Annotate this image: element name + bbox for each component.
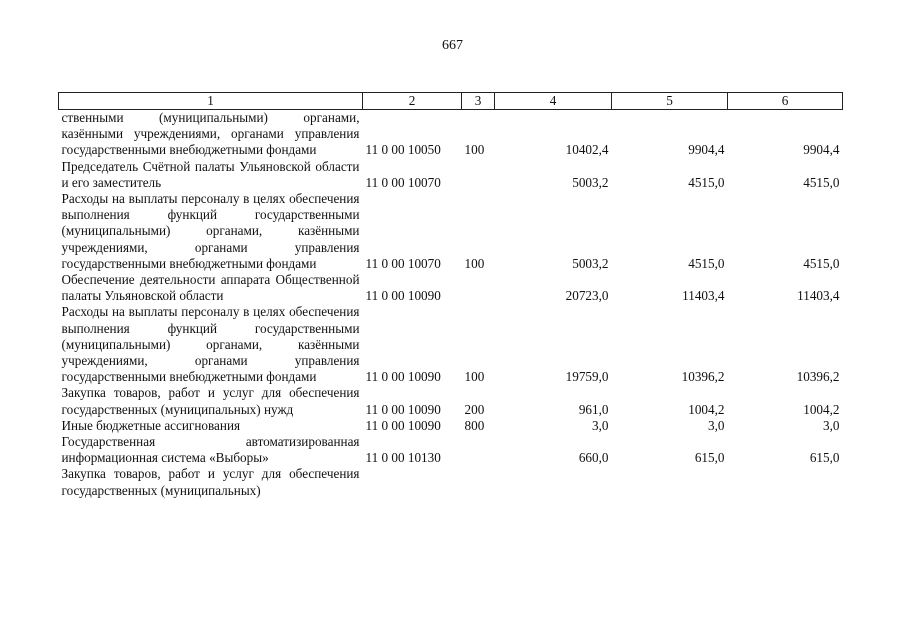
row-value-4: 961,0 <box>578 401 609 417</box>
row-name: Закупка товаров, работ и услуг для обеспечения государственных (муниципальных) <box>61 466 360 498</box>
row-value-4: 660,0 <box>578 450 609 466</box>
row-value-6: 1004,2 <box>803 401 840 417</box>
row-value-6: 615,0 <box>809 450 840 466</box>
row-expense-type: 100 <box>464 255 485 271</box>
table-row <box>59 385 843 417</box>
row-code: 11 0 00 10050 <box>365 142 441 158</box>
row-code: 11 0 00 10090 <box>365 417 441 433</box>
row-name: ственными (муниципальными) органами, казёнными учреждениями, органами управления государственными внебюджетными фондами <box>61 110 360 158</box>
row-value-4 <box>495 466 612 498</box>
table-row <box>59 191 843 272</box>
column-header-4: 4 <box>495 93 612 110</box>
row-value-6: 11403,4 <box>797 288 840 304</box>
row-code: 11 0 00 10090 <box>365 369 441 385</box>
column-header-6: 6 <box>728 93 843 110</box>
row-value-4: 10402,4 <box>565 142 609 158</box>
table-row <box>59 418 843 434</box>
row-value-5: 1004,2 <box>688 401 725 417</box>
row-value-4: 19759,0 <box>565 369 609 385</box>
row-value-6: 4515,0 <box>803 255 840 271</box>
row-code <box>363 466 462 498</box>
row-value-6: 9904,4 <box>803 142 840 158</box>
row-expense-type: 100 <box>464 142 485 158</box>
row-value-6: 10396,2 <box>796 369 840 385</box>
table-row <box>59 110 843 159</box>
row-value-5: 4515,0 <box>688 255 725 271</box>
row-value-4: 5003,2 <box>572 255 609 271</box>
header-row <box>59 93 843 110</box>
column-header-3: 3 <box>462 93 495 110</box>
row-value-6: 3,0 <box>823 417 840 433</box>
row-code: 11 0 00 10130 <box>365 450 441 466</box>
row-value-5: 11403,4 <box>682 288 725 304</box>
row-value-4: 3,0 <box>592 417 609 433</box>
row-expense-type <box>462 466 495 498</box>
row-value-6: 4515,0 <box>803 174 840 190</box>
row-name: Иные бюджетные ассигнования <box>61 417 241 433</box>
row-code: 11 0 00 10090 <box>365 401 441 417</box>
column-header-1: 1 <box>59 93 363 110</box>
table-row <box>59 304 843 385</box>
row-code: 11 0 00 10090 <box>365 288 441 304</box>
row-value-5: 9904,4 <box>688 142 725 158</box>
row-name: Председатель Счётной палаты Ульяновской области и его заместитель <box>61 158 360 190</box>
row-expense-type <box>462 272 495 304</box>
page-number: 667 <box>442 38 463 53</box>
row-value-5: 4515,0 <box>688 174 725 190</box>
row-code: 11 0 00 10070 <box>365 174 441 190</box>
row-expense-type: 800 <box>464 417 485 433</box>
budget-table <box>58 92 843 499</box>
row-expense-type: 200 <box>464 401 485 417</box>
row-expense-type <box>462 434 495 466</box>
row-name: Расходы на выплаты персоналу в целях обеспечения выполнения функций государственными (муниципальными) органами, казёнными учреждениями, органами управления государственными внебюджетными фондами <box>61 191 360 271</box>
row-value-6 <box>728 466 843 498</box>
row-name: Обеспечение деятельности аппарата Общественной палаты Ульяновской области <box>61 272 360 304</box>
row-value-4: 5003,2 <box>572 174 609 190</box>
row-value-5 <box>612 466 728 498</box>
table-row <box>59 434 843 466</box>
row-expense-type <box>462 159 495 191</box>
row-name: Расходы на выплаты персоналу в целях обеспечения выполнения функций государственными (муниципальными) органами, казёнными учреждениями, органами управления государственными внебюджетными фондами <box>61 304 360 385</box>
row-value-4: 20723,0 <box>565 288 609 304</box>
table-row <box>59 159 843 191</box>
row-value-5: 10396,2 <box>681 369 725 385</box>
row-value-5: 615,0 <box>694 450 725 466</box>
row-code: 11 0 00 10070 <box>365 255 441 271</box>
column-header-5: 5 <box>612 93 728 110</box>
table-row <box>59 466 843 498</box>
row-name: Государственная автоматизированная информационная система «Выборы» <box>61 434 360 466</box>
column-header-2: 2 <box>363 93 462 110</box>
table-row <box>59 272 843 304</box>
row-value-5: 3,0 <box>708 417 725 433</box>
row-name: Закупка товаров, работ и услуг для обеспечения государственных (муниципальных) нужд <box>61 385 360 417</box>
row-expense-type: 100 <box>464 369 485 385</box>
